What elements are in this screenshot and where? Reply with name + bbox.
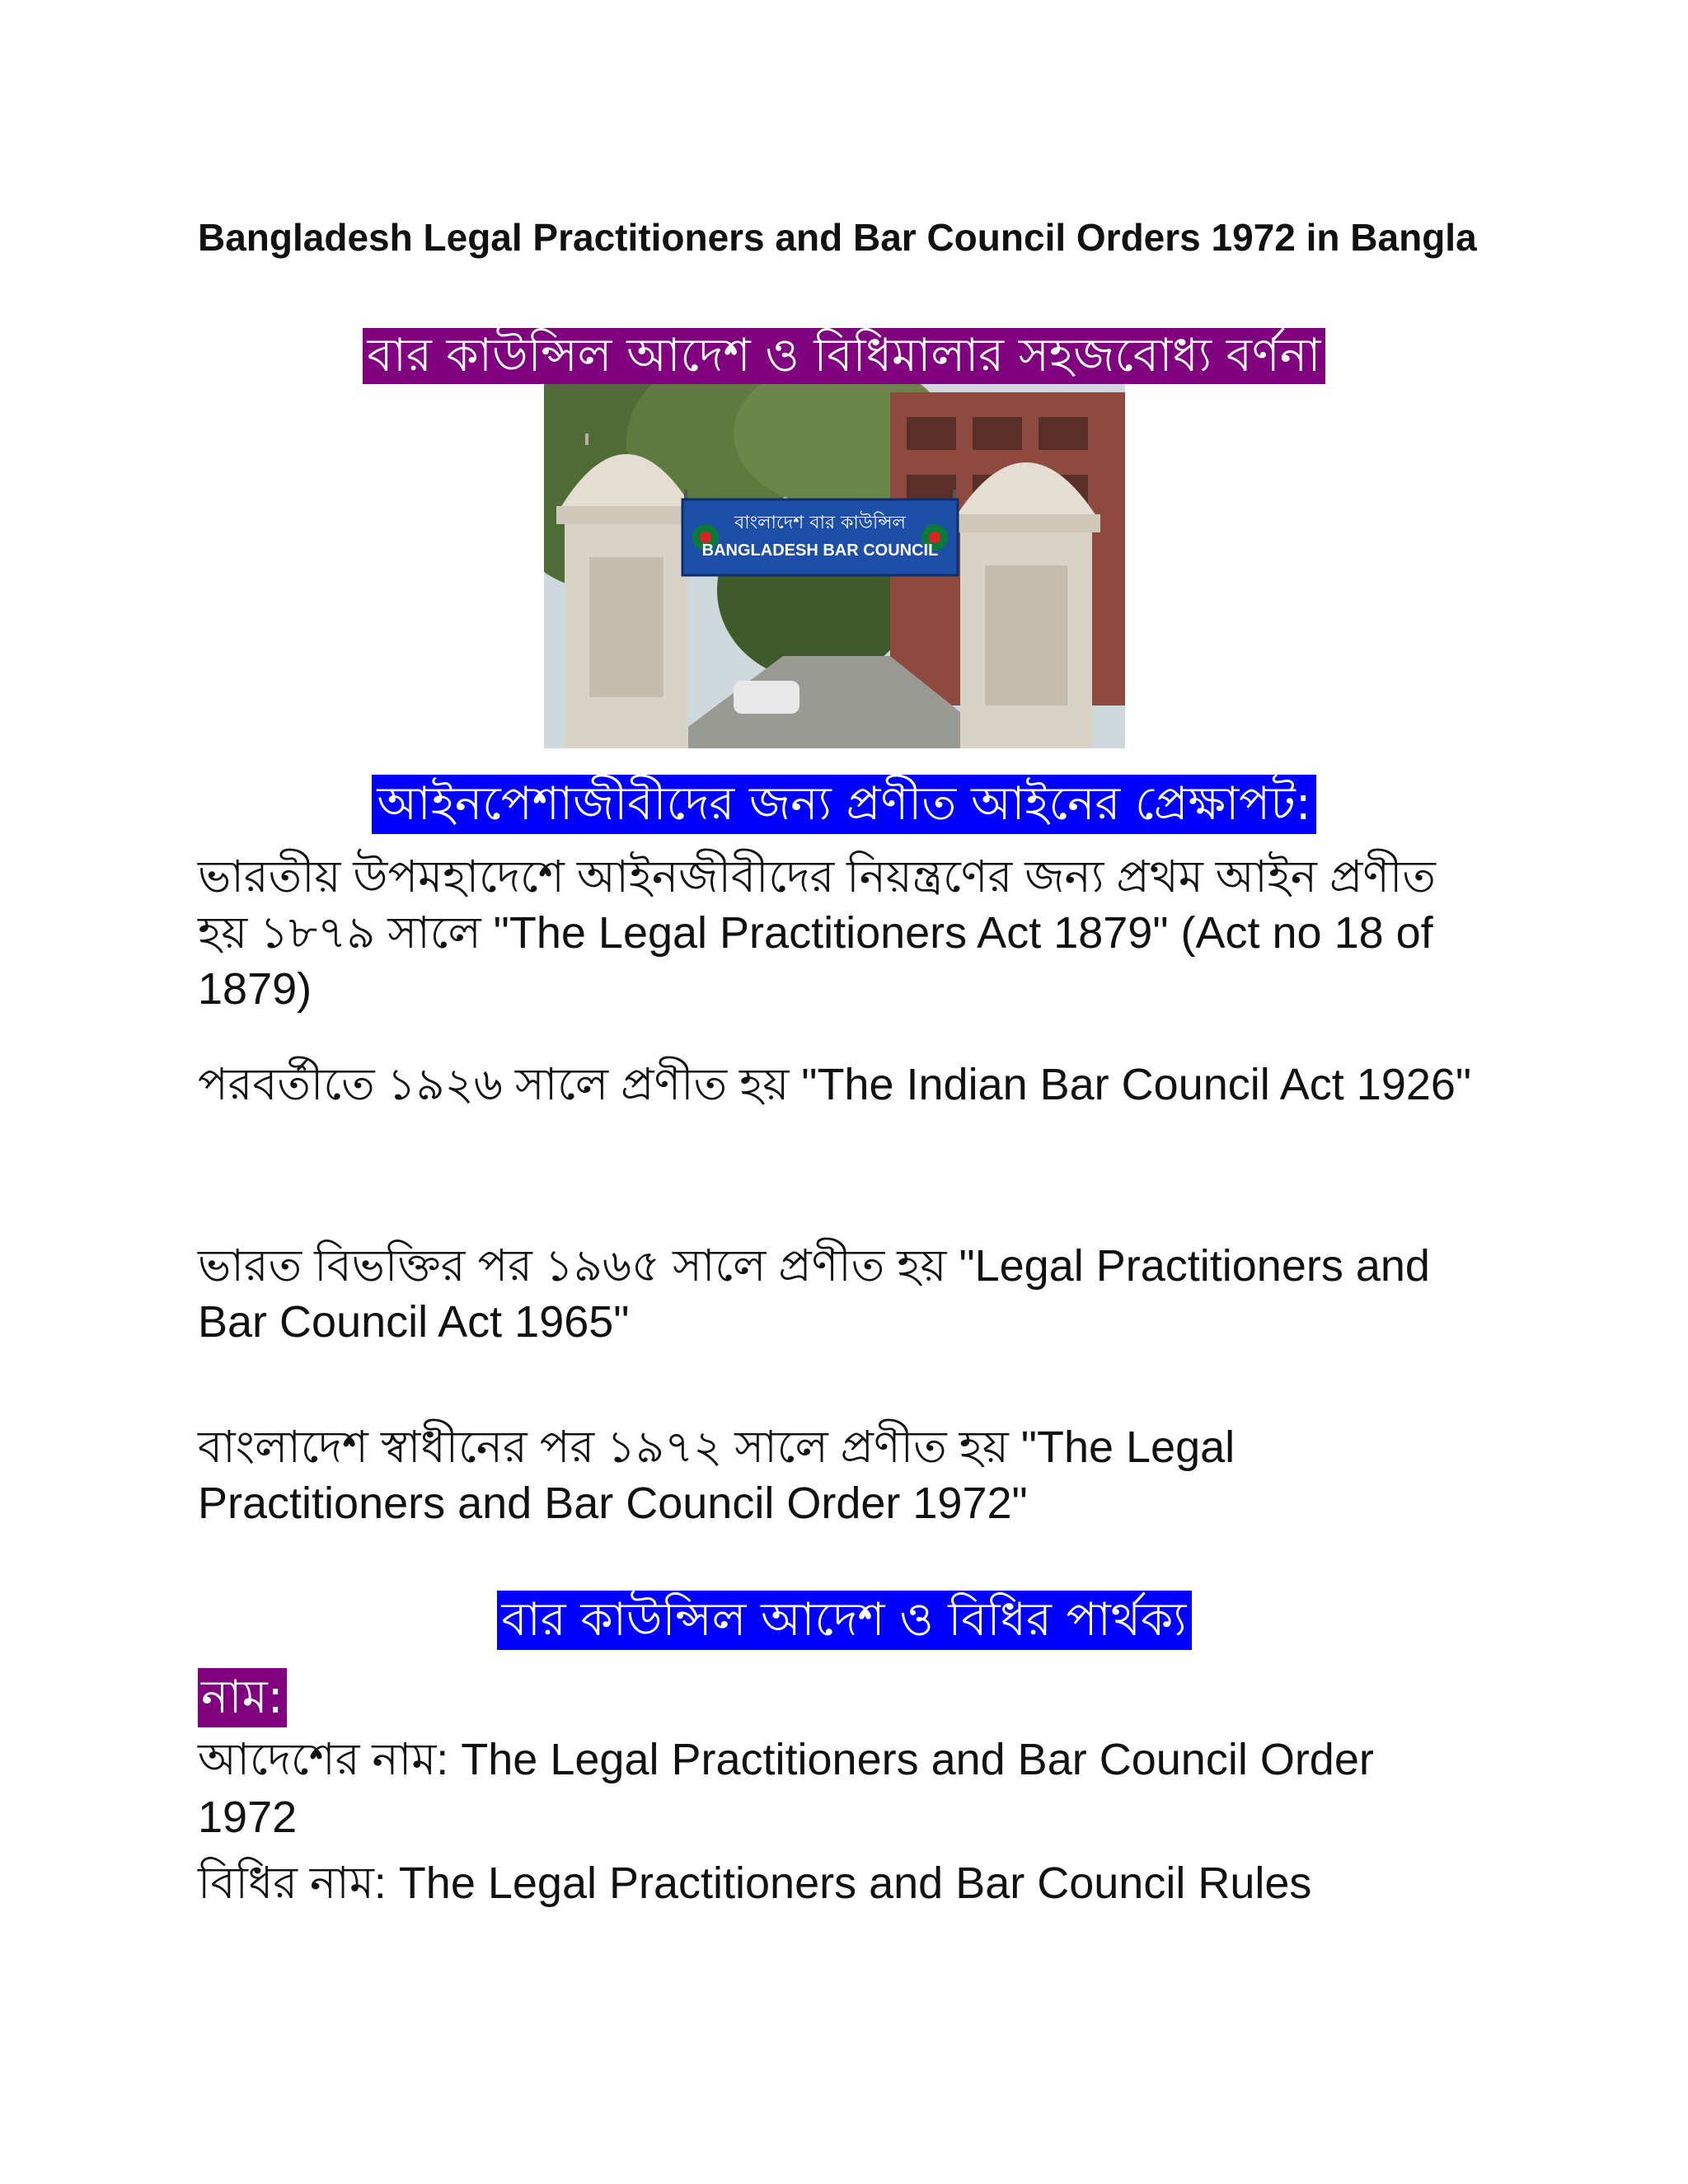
photo-car bbox=[734, 681, 799, 714]
name-label: নাম: bbox=[198, 1668, 287, 1727]
document-title: Bangladesh Legal Practitioners and Bar Council Orders 1972 in Bangla bbox=[198, 216, 1477, 259]
section-heading-background: আইনপেশাজীবীদের জন্য প্রণীত আইনের প্রেক্ষাপট: bbox=[372, 775, 1315, 834]
paragraph-1926-act: পরবর্তীতে ১৯২৬ সালে প্রণীত হয় "The Indian Bar Council Act 1926" bbox=[198, 1060, 1472, 1109]
paragraph-1879-act: ভারতীয় উপমহাদেশে আইনজীবীদের নিয়ন্ত্রণের জন্য প্রথম আইন প্রণীত হয় ১৮৭৯ সালে "The Legal Practitioners Act 1879" (Act no 18 of 1879) bbox=[198, 852, 1436, 1014]
photo-sign-board bbox=[682, 490, 958, 575]
sign-text-english: BANGLADESH BAR COUNCIL bbox=[701, 541, 939, 560]
section-heading-difference: বার কাউন্সিল আদেশ ও বিধির পার্থক্য bbox=[497, 1591, 1192, 1650]
name-label-row bbox=[198, 1668, 287, 1727]
rules-name-text: বিধির নাম: The Legal Practitioners and Bar Council Rules bbox=[198, 1858, 1312, 1908]
bar-council-gate-photo bbox=[544, 384, 1125, 748]
paragraph-1972-order: বাংলাদেশ স্বাধীনের পর ১৯৭২ সালে প্রণীত হয় "The Legal Practitioners and Bar Council Order 1972" bbox=[198, 1422, 1236, 1528]
sign-text-bangla: বাংলাদেশ বার কাউন্সিল bbox=[734, 513, 906, 533]
section-difference-row bbox=[0, 1591, 1688, 1650]
order-name-text: আদেশের নাম: The Legal Practitioners and Bar Council Order 1972 bbox=[198, 1735, 1374, 1842]
photo-right-pillar bbox=[952, 462, 1100, 748]
subtitle-simple-description: বার কাউন্সিল আদেশ ও বিধিমালার সহজবোধ্য বর্ণনা bbox=[363, 328, 1326, 384]
subtitle-row bbox=[0, 328, 1688, 384]
paragraph-1965-act: ভারত বিভক্তির পর ১৯৬৫ সালে প্রণীত হয় "Legal Practitioners and Bar Council Act 1965" bbox=[198, 1241, 1430, 1347]
bar-council-gate-illustration bbox=[544, 384, 1125, 748]
section-background-row bbox=[0, 775, 1688, 834]
